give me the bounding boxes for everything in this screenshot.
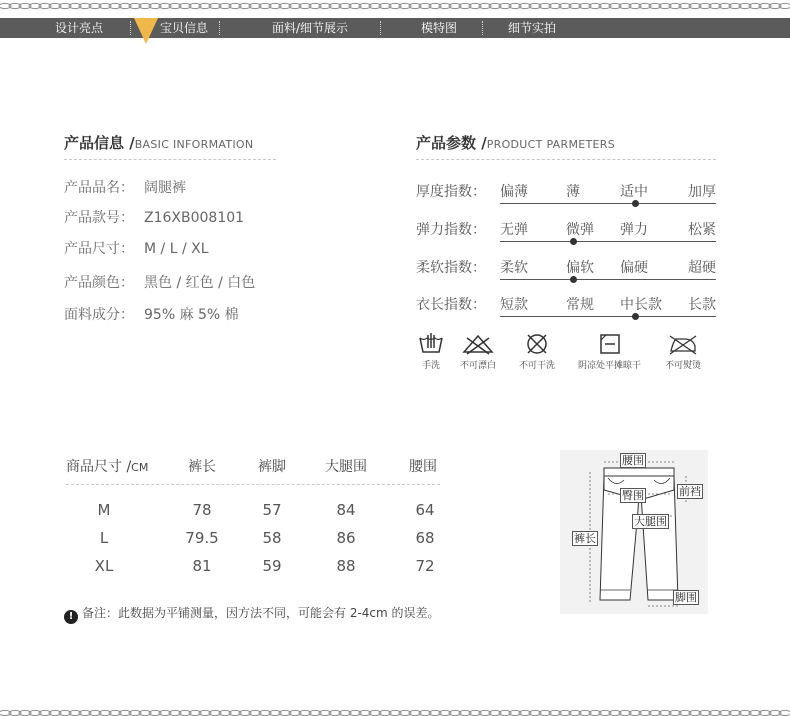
param-option: 松紧 bbox=[688, 222, 716, 238]
param-option: 偏薄 bbox=[500, 184, 528, 200]
size-head-text: 商品尺寸 / bbox=[66, 459, 132, 475]
section-nav-bar bbox=[0, 18, 790, 38]
param-option: 弹力 bbox=[620, 222, 648, 238]
parameters-title bbox=[416, 132, 615, 153]
param-label: 厚度指数： bbox=[416, 184, 486, 200]
param-option: 加厚 bbox=[688, 184, 716, 200]
care-no-bleach bbox=[460, 332, 496, 371]
param-label: 弹力指数： bbox=[416, 222, 486, 238]
size-cell: 86 bbox=[336, 529, 356, 547]
basic-info-divider bbox=[64, 159, 276, 160]
diagram-label-thigh: 大腿围 bbox=[634, 515, 667, 528]
parameters-subtitle: PRODUCT PARMETERS bbox=[486, 138, 615, 151]
info-value: 黑色 / 红色 / 白色 bbox=[144, 275, 256, 291]
no-bleach-icon bbox=[461, 332, 495, 356]
size-cell: 72 bbox=[415, 557, 435, 575]
param-option: 短款 bbox=[500, 297, 528, 313]
param-selected-dot bbox=[570, 238, 577, 245]
active-nav-arrow-icon bbox=[134, 18, 158, 44]
param-selected-dot bbox=[632, 313, 639, 320]
nav-item-detail-photos[interactable]: 细节实拍 bbox=[508, 21, 557, 35]
diagram-label-length: 裤长 bbox=[574, 532, 596, 545]
param-option: 超硬 bbox=[688, 260, 716, 276]
size-cell: 58 bbox=[262, 529, 282, 547]
size-col-length: 裤长 bbox=[188, 459, 216, 475]
care-label: 不可漂白 bbox=[460, 361, 497, 371]
size-head-unit: CM bbox=[131, 461, 149, 474]
size-col-thigh: 大腿围 bbox=[325, 459, 367, 475]
hand-wash-icon bbox=[418, 332, 444, 356]
size-cell: 88 bbox=[336, 557, 356, 575]
top-chain-border bbox=[0, 2, 790, 10]
size-col-waist: 腰围 bbox=[409, 459, 437, 475]
param-selected-dot bbox=[632, 200, 639, 207]
param-scale-line bbox=[500, 279, 716, 280]
diagram-label-waist: 腰围 bbox=[622, 454, 644, 467]
care-no-dry-clean bbox=[519, 332, 555, 371]
care-no-iron bbox=[665, 332, 701, 371]
param-scale-line bbox=[500, 241, 716, 242]
param-option: 常规 bbox=[566, 297, 594, 313]
dry-flat-shade-icon bbox=[597, 332, 623, 356]
info-row-style-no bbox=[64, 207, 244, 227]
info-label: 产品颜色： bbox=[64, 275, 134, 291]
care-label: 不可干洗 bbox=[519, 361, 556, 371]
size-table-head-label bbox=[66, 456, 148, 476]
diagram-label-hem: 脚围 bbox=[675, 591, 697, 604]
size-cell: 59 bbox=[262, 557, 282, 575]
size-cell: 64 bbox=[415, 501, 435, 519]
nav-separator bbox=[219, 21, 220, 35]
param-label: 衣长指数： bbox=[416, 297, 486, 313]
param-option: 适中 bbox=[620, 184, 648, 200]
param-option: 偏硬 bbox=[620, 260, 648, 276]
param-option: 微弹 bbox=[566, 222, 594, 238]
param-option: 偏软 bbox=[566, 260, 594, 276]
size-cell: 68 bbox=[415, 529, 435, 547]
info-row-name bbox=[64, 177, 186, 197]
info-label: 产品品名： bbox=[64, 180, 134, 196]
nav-item-model[interactable]: 模特图 bbox=[421, 21, 458, 35]
size-col-hem: 裤脚 bbox=[258, 459, 286, 475]
size-cell: 79.5 bbox=[185, 529, 219, 547]
info-label: 产品尺寸： bbox=[64, 241, 134, 257]
info-label: 面料成分： bbox=[64, 307, 134, 323]
param-label: 柔软指数： bbox=[416, 260, 486, 276]
param-selected-dot bbox=[570, 276, 577, 283]
param-scale-line bbox=[500, 203, 716, 204]
param-scale-line bbox=[500, 316, 716, 317]
note-text: 备注：此数据为平铺测量，因方法不同，可能会有 2-4cm 的误差。 bbox=[82, 606, 440, 620]
care-hand-wash bbox=[418, 332, 444, 371]
info-value: M / L / XL bbox=[144, 241, 209, 257]
basic-info-subtitle: BASIC INFORMATION bbox=[134, 138, 254, 151]
nav-item-design[interactable]: 设计亮点 bbox=[55, 21, 104, 35]
info-value: Z16XB008101 bbox=[144, 210, 245, 226]
info-row-sizes bbox=[64, 238, 209, 258]
size-cell: M bbox=[97, 501, 111, 519]
care-label: 阴凉处平摊晾干 bbox=[578, 361, 642, 371]
size-cell: 78 bbox=[192, 501, 212, 519]
param-option: 中长款 bbox=[620, 297, 662, 313]
info-row-colors bbox=[64, 272, 255, 292]
size-cell: L bbox=[99, 529, 109, 547]
care-label: 手洗 bbox=[421, 361, 440, 371]
nav-separator bbox=[130, 21, 131, 35]
no-iron-icon bbox=[666, 332, 700, 356]
basic-info-title-text: 产品信息 / bbox=[64, 134, 135, 152]
size-cell: 84 bbox=[336, 501, 356, 519]
nav-item-product-info[interactable]: 宝贝信息 bbox=[160, 21, 209, 35]
param-option: 长款 bbox=[688, 297, 716, 313]
info-label: 产品款号： bbox=[64, 210, 134, 226]
size-cell: 57 bbox=[262, 501, 282, 519]
nav-item-fabric[interactable]: 面料/细节展示 bbox=[272, 21, 349, 35]
info-row-fabric bbox=[64, 304, 239, 324]
parameters-divider bbox=[416, 159, 716, 160]
info-value: 95% 麻 5% 棉 bbox=[144, 307, 239, 323]
nav-separator bbox=[482, 21, 483, 35]
info-value: 阔腿裤 bbox=[144, 180, 186, 196]
size-table-divider bbox=[66, 484, 440, 485]
bottom-chain-border bbox=[0, 709, 790, 716]
size-cell: XL bbox=[94, 557, 114, 575]
basic-info-title bbox=[64, 132, 253, 153]
param-option: 柔软 bbox=[500, 260, 528, 276]
no-dry-clean-icon bbox=[524, 332, 550, 356]
param-option: 无弹 bbox=[500, 222, 528, 238]
diagram-label-rise: 前裆 bbox=[679, 485, 701, 498]
size-cell: 81 bbox=[192, 557, 212, 575]
measurement-note bbox=[64, 604, 440, 624]
care-dry-flat-shade bbox=[578, 332, 641, 371]
nav-separator bbox=[380, 21, 381, 35]
diagram-label-hip: 臀围 bbox=[622, 489, 644, 502]
param-option: 薄 bbox=[566, 184, 580, 200]
warning-icon: ! bbox=[64, 610, 78, 624]
care-label: 不可熨烫 bbox=[665, 361, 702, 371]
pants-measurement-diagram bbox=[560, 450, 708, 614]
parameters-title-text: 产品参数 / bbox=[416, 134, 487, 152]
